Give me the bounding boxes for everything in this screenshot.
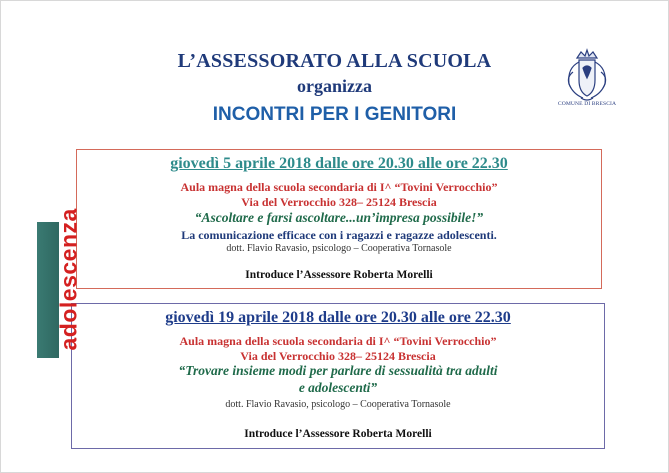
event-2-title-line2: e adolescenti” xyxy=(298,380,378,395)
event-2-speaker: dott. Flavio Ravasio, psicologo – Cooperativa Tornasole xyxy=(225,399,451,410)
event-box-2 xyxy=(71,303,605,449)
event-2-date: giovedì 19 aprile 2018 dalle ore 20.30 alle ore 22.30 xyxy=(165,309,511,326)
event-2-intro: Introduce l’Assessore Roberta Morelli xyxy=(244,428,432,440)
header-assessorato: L’ASSESSORATO ALLA SCUOLA xyxy=(177,50,492,72)
event-box-1 xyxy=(76,149,602,289)
event-1-intro: Introduce l’Assessore Roberta Morelli xyxy=(245,269,433,281)
event-2-title-line1: “Trovare insieme modi per parlare di sessualità tra adulti xyxy=(178,363,498,378)
event-1-speaker: dott. Flavio Ravasio, psicologo – Cooperativa Tornasole xyxy=(226,243,452,254)
event-1-description: La comunicazione efficace con i ragazzi e ragazze adolescenti. xyxy=(181,228,497,242)
event-2-venue: Aula magna della scuola secondaria di I^ “Tovini Verrocchio” xyxy=(179,334,497,348)
crest-label: COMUNE DI BRESCIA xyxy=(557,101,617,107)
event-1-title: “Ascoltare e farsi ascoltare...un’impresa possibile!” xyxy=(194,210,484,225)
side-label-adolescenza: adolescenza xyxy=(55,208,82,351)
header-organizza: organizza xyxy=(297,76,372,96)
event-1-date: giovedì 5 aprile 2018 dalle ore 20.30 alle ore 22.30 xyxy=(170,155,508,172)
event-1-address: Via del Verrocchio 328– 25124 Brescia xyxy=(241,195,437,209)
header-incontri: INCONTRI PER I GENITORI xyxy=(212,104,457,125)
event-1-venue: Aula magna della scuola secondaria di I^ “Tovini Verrocchio” xyxy=(180,180,498,194)
event-2-address: Via del Verrocchio 328– 25124 Brescia xyxy=(240,349,436,363)
